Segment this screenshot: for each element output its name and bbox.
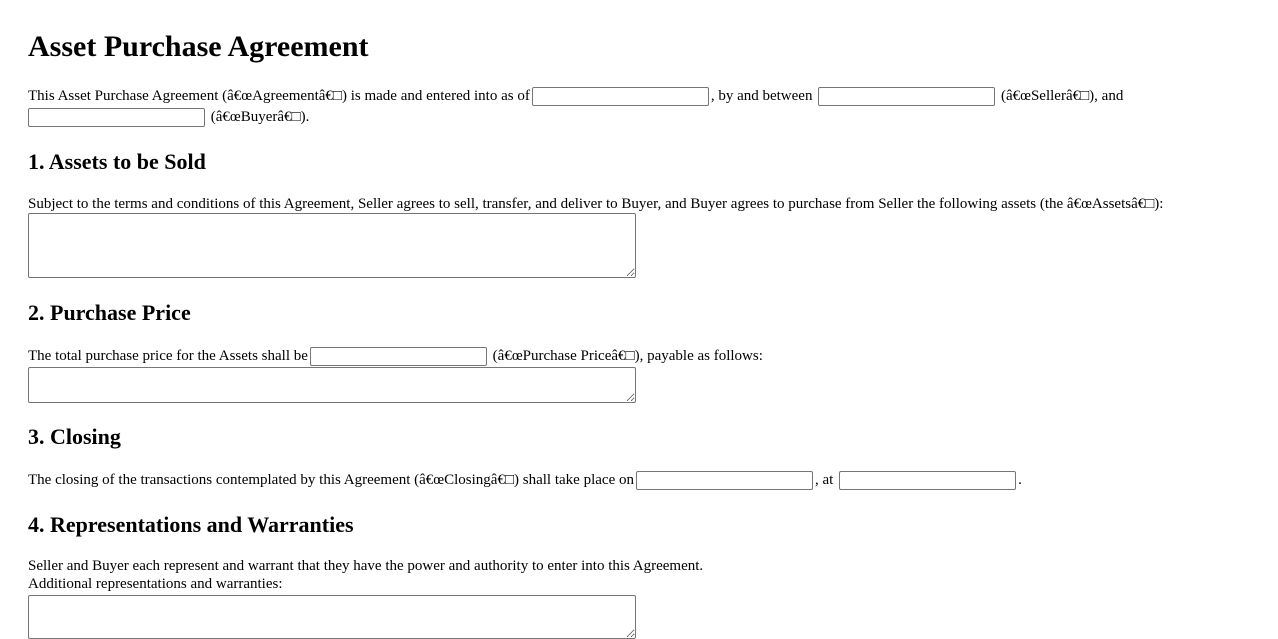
intro-text-1: This Asset Purchase Agreement (â€œAgreementâ€□) is made and entered into as of	[28, 88, 530, 104]
intro-text-3: (â€œSellerâ€□), and	[997, 88, 1124, 104]
payment-terms-textarea[interactable]	[28, 367, 636, 403]
section-3-heading: 3. Closing	[28, 424, 121, 449]
seller-name-input[interactable]	[818, 87, 995, 106]
section-3-text-1: The closing of the transactions contemplated by this Agreement (â€œClosingâ€□) shall take place on	[28, 472, 634, 488]
buyer-name-input[interactable]	[28, 108, 205, 127]
assets-textarea[interactable]	[28, 213, 636, 278]
closing-date-input[interactable]	[636, 471, 813, 490]
section-2-text-2: (â€œPurchase Priceâ€□), payable as follows:	[488, 348, 763, 364]
section-3-text-3: .	[1018, 472, 1022, 488]
intro-paragraph	[28, 86, 1123, 106]
additional-warranties-textarea[interactable]	[28, 595, 636, 639]
section-4-heading: 4. Representations and Warranties	[28, 512, 354, 537]
closing-location-input[interactable]	[839, 471, 1016, 490]
section-4-text-1: Seller and Buyer each represent and warrant that they have the power and authority to enter into this Agreement.	[28, 558, 704, 574]
agreement-date-input[interactable]	[532, 87, 709, 106]
section-1-text: Subject to the terms and conditions of this Agreement, Seller agrees to sell, transfer, and deliver to Buyer, and Buyer agrees to purchase from Seller the following assets (the â€œAssetsâ€□):	[28, 196, 1164, 212]
section-1-heading: 1. Assets to be Sold	[28, 149, 206, 174]
section-2-heading: 2. Purchase Price	[28, 300, 191, 325]
section-4-text-2: Additional representations and warranties:	[28, 576, 283, 592]
purchase-price-input[interactable]	[310, 347, 487, 366]
section-3-text-2: , at	[814, 472, 834, 488]
section-2-text-1: The total purchase price for the Assets shall be	[28, 348, 308, 364]
section-3-paragraph	[28, 470, 1022, 490]
page-title: Asset Purchase Agreement	[28, 30, 369, 63]
intro-text-4: (â€œBuyerâ€□).	[207, 109, 310, 125]
intro-text-2: , by and between	[710, 88, 813, 104]
intro-paragraph-line2	[26, 107, 309, 127]
section-2-paragraph	[28, 346, 763, 366]
